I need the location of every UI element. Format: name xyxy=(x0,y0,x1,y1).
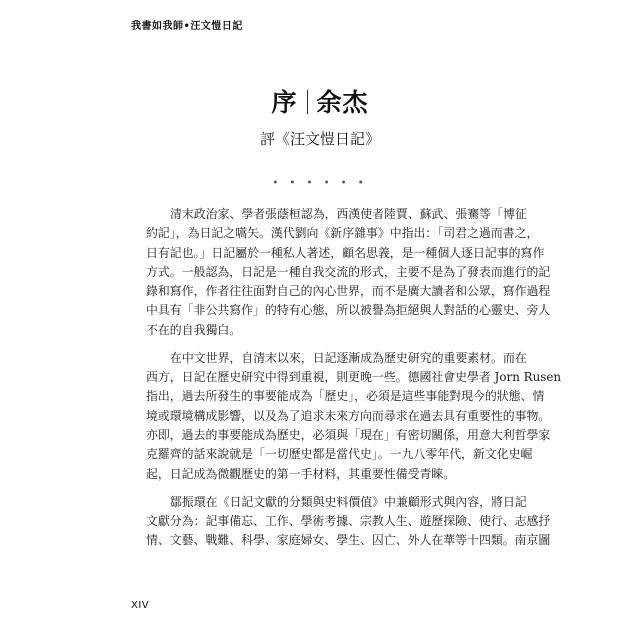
text-line: 指出，過去所發生的事要能成為「歷史」，必須是這些事能對現今的狀態、情 xyxy=(146,389,545,404)
text-line: 在中文世界，自清末以來，日記逐漸成為歷史研究的重要素材。而在 xyxy=(170,350,527,365)
title-main: 序 xyxy=(271,88,298,117)
text-line: 錄和寫作，作者往往面對自己的內心世界，而不是廣大讀者和公眾，寫作過程 xyxy=(146,284,551,299)
text-line: 中具有「非公共寫作」的特有心態，所以被譽為拒絕與人對話的心靈史、旁人 xyxy=(146,303,551,318)
text-line: 方式。一般認為，日記是一種自我交流的形式，主要不是為了發表而進行的記 xyxy=(146,264,551,279)
text-line: 境或環境構成影響，以及為了追求未來方向而尋求在過去具有重要性的事物。 xyxy=(146,408,551,423)
text-line: 克羅齊的話來說就是「一切歷史都是當代史」。一九八零年代，新文化史崛 xyxy=(146,447,533,462)
text-line: 日有記也。」日記屬於一種私人著述，顧名思義，是一種個人逐日記事的寫作 xyxy=(146,245,545,260)
text-line: 情、文藝、戰難、科學、家庭婦女、學生、囚亡、外人在華等十四類。南京圖 xyxy=(146,533,551,548)
text-line: 約記」，為日記之嚆矢。漢代劉向《新序雜事》中指出：「司君之過而書之， xyxy=(146,226,539,241)
page-title xyxy=(0,86,640,120)
paragraph xyxy=(146,205,551,340)
text-line: 西方，日記在歷史研究中得到重視，則更晚一些。德國社會史學者 Jorn Rusen xyxy=(146,370,562,385)
running-head: 我書如我師•汪文愷日記 xyxy=(131,21,243,32)
text-line: 不在的自我獨白。 xyxy=(146,322,242,337)
title-divider xyxy=(307,90,308,114)
text-line: 亦即，過去的事要能成為歷史，必須與「現在」有密切關係，用意大利哲學家 xyxy=(146,428,551,443)
paragraph xyxy=(146,493,551,551)
page-number: XIV xyxy=(131,600,150,611)
section-ornament: • • • • • • xyxy=(272,178,368,189)
title-author: 余杰 xyxy=(316,88,369,117)
page-subtitle: 評《汪文愷日記》 xyxy=(259,130,380,148)
paragraph xyxy=(146,349,562,484)
text-line: 鄒振環在《日記文獻的分類與史料價值》中兼顧形式與內容，將日記 xyxy=(170,494,527,509)
body-text xyxy=(146,205,562,559)
text-line: 清末政治家、學者張蔭桓認為，西漢使者陸賈、蘇武、張騫等「博征 xyxy=(170,207,527,221)
text-line: 文獻分為：記事備忘、工作、學術考據、宗教人生、遊歷探險、使行、志感抒 xyxy=(146,514,551,529)
text-line: 起，日記成為微觀歷史的第一手材料，其重要性備受青睞。 xyxy=(146,466,456,481)
